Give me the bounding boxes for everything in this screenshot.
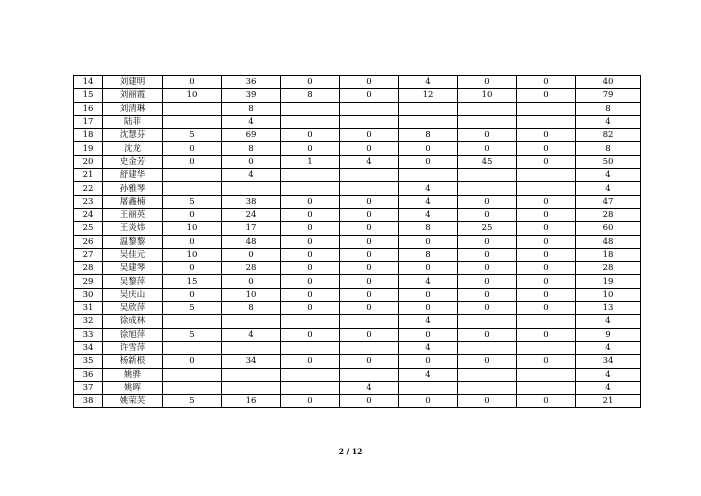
person-name: 吴黎萍 bbox=[103, 275, 163, 288]
score-cell bbox=[340, 315, 399, 328]
score-cell bbox=[222, 368, 281, 381]
table-row bbox=[74, 169, 641, 182]
score-cell bbox=[222, 381, 281, 394]
table-row bbox=[74, 142, 641, 155]
score-cell: 4 bbox=[399, 315, 458, 328]
person-name: 许雪萍 bbox=[103, 341, 163, 354]
person-name: 杨新根 bbox=[103, 355, 163, 368]
score-cell: 4 bbox=[340, 381, 399, 394]
row-number: 28 bbox=[74, 262, 103, 275]
row-number: 17 bbox=[74, 115, 103, 128]
score-cell bbox=[281, 341, 340, 354]
score-cell: 0 bbox=[517, 129, 576, 142]
person-name: 史金芳 bbox=[103, 155, 163, 168]
row-number: 32 bbox=[74, 315, 103, 328]
score-cell: 0 bbox=[163, 155, 222, 168]
person-name: 温黎黎 bbox=[103, 235, 163, 248]
score-cell: 0 bbox=[517, 235, 576, 248]
score-cell: 8 bbox=[399, 222, 458, 235]
score-cell: 0 bbox=[458, 288, 517, 301]
table-row bbox=[74, 275, 641, 288]
total-cell: 40 bbox=[576, 76, 641, 89]
table-row bbox=[74, 248, 641, 261]
score-cell: 8 bbox=[222, 302, 281, 315]
score-cell: 0 bbox=[399, 302, 458, 315]
score-cell: 0 bbox=[340, 142, 399, 155]
score-cell bbox=[517, 368, 576, 381]
score-cell: 0 bbox=[517, 155, 576, 168]
score-cell: 0 bbox=[458, 248, 517, 261]
score-cell: 28 bbox=[222, 262, 281, 275]
score-cell: 0 bbox=[399, 395, 458, 408]
score-cell: 0 bbox=[517, 76, 576, 89]
person-name: 徐成林 bbox=[103, 315, 163, 328]
score-cell: 16 bbox=[222, 395, 281, 408]
score-cell bbox=[458, 368, 517, 381]
person-name: 刘清琳 bbox=[103, 102, 163, 115]
row-number: 24 bbox=[74, 208, 103, 221]
score-cell: 0 bbox=[163, 288, 222, 301]
total-cell: 13 bbox=[576, 302, 641, 315]
table-row bbox=[74, 315, 641, 328]
person-name: 陆菲 bbox=[103, 115, 163, 128]
score-cell: 0 bbox=[281, 142, 340, 155]
score-cell bbox=[222, 182, 281, 195]
row-number: 35 bbox=[74, 355, 103, 368]
score-cell: 8 bbox=[399, 248, 458, 261]
total-cell: 60 bbox=[576, 222, 641, 235]
score-cell: 0 bbox=[340, 395, 399, 408]
score-cell: 4 bbox=[399, 208, 458, 221]
score-cell: 0 bbox=[281, 355, 340, 368]
row-number: 26 bbox=[74, 235, 103, 248]
score-cell bbox=[517, 315, 576, 328]
person-name: 王炎炜 bbox=[103, 222, 163, 235]
score-cell: 0 bbox=[281, 288, 340, 301]
row-number: 25 bbox=[74, 222, 103, 235]
row-number: 22 bbox=[74, 182, 103, 195]
score-cell: 0 bbox=[281, 248, 340, 261]
row-number: 31 bbox=[74, 302, 103, 315]
score-cell: 0 bbox=[458, 355, 517, 368]
score-cell: 38 bbox=[222, 195, 281, 208]
total-cell: 50 bbox=[576, 155, 641, 168]
total-cell: 82 bbox=[576, 129, 641, 142]
score-cell bbox=[340, 341, 399, 354]
score-cell: 0 bbox=[517, 195, 576, 208]
score-cell: 0 bbox=[281, 235, 340, 248]
score-cell: 0 bbox=[458, 195, 517, 208]
score-cell: 48 bbox=[222, 235, 281, 248]
score-cell: 0 bbox=[340, 328, 399, 341]
score-cell: 4 bbox=[222, 169, 281, 182]
score-cell: 0 bbox=[281, 302, 340, 315]
table-row bbox=[74, 182, 641, 195]
total-cell: 10 bbox=[576, 288, 641, 301]
person-name: 舒建华 bbox=[103, 169, 163, 182]
score-table bbox=[73, 75, 641, 408]
score-cell: 24 bbox=[222, 208, 281, 221]
row-number: 18 bbox=[74, 129, 103, 142]
score-cell: 0 bbox=[340, 222, 399, 235]
score-cell bbox=[163, 102, 222, 115]
score-cell: 0 bbox=[517, 395, 576, 408]
person-name: 刘丽霞 bbox=[103, 89, 163, 102]
score-cell: 0 bbox=[399, 262, 458, 275]
score-cell bbox=[458, 315, 517, 328]
score-cell bbox=[163, 381, 222, 394]
score-cell: 0 bbox=[163, 76, 222, 89]
score-cell: 10 bbox=[163, 222, 222, 235]
score-cell: 0 bbox=[458, 129, 517, 142]
score-cell bbox=[517, 341, 576, 354]
total-cell: 9 bbox=[576, 328, 641, 341]
score-cell: 17 bbox=[222, 222, 281, 235]
score-cell: 0 bbox=[340, 76, 399, 89]
person-name: 吴庆山 bbox=[103, 288, 163, 301]
total-cell: 28 bbox=[576, 262, 641, 275]
score-cell: 4 bbox=[399, 275, 458, 288]
score-cell: 0 bbox=[340, 195, 399, 208]
score-cell: 0 bbox=[399, 355, 458, 368]
table-row bbox=[74, 381, 641, 394]
score-cell: 4 bbox=[340, 155, 399, 168]
total-cell: 48 bbox=[576, 235, 641, 248]
score-cell bbox=[458, 169, 517, 182]
row-number: 14 bbox=[74, 76, 103, 89]
score-cell bbox=[458, 182, 517, 195]
table-row bbox=[74, 395, 641, 408]
score-cell bbox=[163, 341, 222, 354]
score-cell: 0 bbox=[281, 395, 340, 408]
score-cell: 0 bbox=[517, 355, 576, 368]
row-number: 36 bbox=[74, 368, 103, 381]
score-cell: 15 bbox=[163, 275, 222, 288]
score-cell: 25 bbox=[458, 222, 517, 235]
score-cell: 4 bbox=[399, 341, 458, 354]
row-number: 23 bbox=[74, 195, 103, 208]
person-name: 刘建明 bbox=[103, 76, 163, 89]
score-cell: 0 bbox=[399, 142, 458, 155]
score-cell bbox=[458, 341, 517, 354]
score-cell: 1 bbox=[281, 155, 340, 168]
score-cell: 10 bbox=[163, 89, 222, 102]
score-cell: 0 bbox=[222, 275, 281, 288]
table-row bbox=[74, 235, 641, 248]
score-cell: 0 bbox=[163, 355, 222, 368]
score-cell: 8 bbox=[399, 129, 458, 142]
score-cell: 0 bbox=[517, 275, 576, 288]
row-number: 21 bbox=[74, 169, 103, 182]
table-row bbox=[74, 328, 641, 341]
score-cell: 0 bbox=[399, 155, 458, 168]
score-cell bbox=[163, 115, 222, 128]
score-cell: 0 bbox=[281, 76, 340, 89]
score-cell: 4 bbox=[222, 115, 281, 128]
table-row bbox=[74, 208, 641, 221]
score-cell: 8 bbox=[222, 102, 281, 115]
table-row bbox=[74, 129, 641, 142]
total-cell: 28 bbox=[576, 208, 641, 221]
score-cell: 0 bbox=[340, 89, 399, 102]
total-cell: 4 bbox=[576, 368, 641, 381]
score-cell: 0 bbox=[281, 195, 340, 208]
score-cell: 34 bbox=[222, 355, 281, 368]
score-cell bbox=[340, 182, 399, 195]
score-cell: 0 bbox=[517, 142, 576, 155]
score-cell bbox=[517, 115, 576, 128]
table-row bbox=[74, 102, 641, 115]
score-cell: 0 bbox=[163, 208, 222, 221]
score-cell: 0 bbox=[458, 208, 517, 221]
table-row bbox=[74, 115, 641, 128]
score-cell: 0 bbox=[340, 288, 399, 301]
score-cell: 0 bbox=[163, 142, 222, 155]
score-table-body bbox=[74, 76, 641, 408]
total-cell: 4 bbox=[576, 169, 641, 182]
score-cell bbox=[222, 341, 281, 354]
score-cell: 0 bbox=[222, 155, 281, 168]
score-cell: 0 bbox=[399, 235, 458, 248]
person-name: 沈慧芬 bbox=[103, 129, 163, 142]
score-cell bbox=[399, 169, 458, 182]
score-cell bbox=[281, 102, 340, 115]
score-cell: 36 bbox=[222, 76, 281, 89]
score-cell: 10 bbox=[222, 288, 281, 301]
score-cell bbox=[281, 182, 340, 195]
person-name: 姚荣芙 bbox=[103, 395, 163, 408]
score-cell bbox=[458, 115, 517, 128]
score-cell: 39 bbox=[222, 89, 281, 102]
total-cell: 4 bbox=[576, 182, 641, 195]
score-cell: 5 bbox=[163, 328, 222, 341]
score-cell bbox=[281, 169, 340, 182]
score-cell: 0 bbox=[340, 262, 399, 275]
score-cell: 4 bbox=[399, 195, 458, 208]
row-number: 27 bbox=[74, 248, 103, 261]
score-cell: 0 bbox=[458, 275, 517, 288]
person-name: 姚晖 bbox=[103, 381, 163, 394]
score-cell: 0 bbox=[281, 222, 340, 235]
score-cell: 0 bbox=[517, 262, 576, 275]
person-name: 吴佳元 bbox=[103, 248, 163, 261]
score-cell: 0 bbox=[458, 262, 517, 275]
score-cell: 0 bbox=[163, 235, 222, 248]
score-cell: 0 bbox=[458, 395, 517, 408]
total-cell: 8 bbox=[576, 142, 641, 155]
score-cell: 0 bbox=[458, 328, 517, 341]
score-cell: 4 bbox=[399, 76, 458, 89]
score-cell: 0 bbox=[340, 302, 399, 315]
score-cell bbox=[281, 315, 340, 328]
score-cell: 0 bbox=[340, 129, 399, 142]
total-cell: 4 bbox=[576, 341, 641, 354]
total-cell: 4 bbox=[576, 315, 641, 328]
total-cell: 47 bbox=[576, 195, 641, 208]
score-cell: 0 bbox=[517, 328, 576, 341]
person-name: 沈龙 bbox=[103, 142, 163, 155]
score-cell bbox=[340, 115, 399, 128]
score-cell bbox=[517, 102, 576, 115]
score-cell: 0 bbox=[517, 222, 576, 235]
score-cell: 0 bbox=[517, 248, 576, 261]
row-number: 38 bbox=[74, 395, 103, 408]
score-cell: 0 bbox=[399, 328, 458, 341]
row-number: 37 bbox=[74, 381, 103, 394]
score-cell: 69 bbox=[222, 129, 281, 142]
score-cell bbox=[163, 182, 222, 195]
table-row bbox=[74, 368, 641, 381]
score-cell: 0 bbox=[517, 89, 576, 102]
score-cell: 0 bbox=[458, 142, 517, 155]
table-row bbox=[74, 288, 641, 301]
score-cell: 0 bbox=[340, 235, 399, 248]
table-row bbox=[74, 302, 641, 315]
score-cell bbox=[340, 368, 399, 381]
score-cell bbox=[340, 102, 399, 115]
score-cell: 10 bbox=[458, 89, 517, 102]
table-row bbox=[74, 222, 641, 235]
score-cell: 0 bbox=[281, 275, 340, 288]
row-number: 20 bbox=[74, 155, 103, 168]
table-row bbox=[74, 195, 641, 208]
table-row bbox=[74, 355, 641, 368]
score-cell bbox=[517, 182, 576, 195]
score-cell: 0 bbox=[281, 129, 340, 142]
row-number: 15 bbox=[74, 89, 103, 102]
score-cell bbox=[399, 115, 458, 128]
score-cell: 5 bbox=[163, 129, 222, 142]
table-row bbox=[74, 76, 641, 89]
score-cell: 0 bbox=[340, 208, 399, 221]
person-name: 吴欣萍 bbox=[103, 302, 163, 315]
row-number: 16 bbox=[74, 102, 103, 115]
score-cell: 0 bbox=[458, 235, 517, 248]
total-cell: 79 bbox=[576, 89, 641, 102]
row-number: 33 bbox=[74, 328, 103, 341]
table-row bbox=[74, 155, 641, 168]
score-cell: 4 bbox=[222, 328, 281, 341]
score-cell: 5 bbox=[163, 302, 222, 315]
row-number: 29 bbox=[74, 275, 103, 288]
total-cell: 18 bbox=[576, 248, 641, 261]
total-cell: 19 bbox=[576, 275, 641, 288]
total-cell: 21 bbox=[576, 395, 641, 408]
score-cell: 0 bbox=[281, 208, 340, 221]
score-cell: 12 bbox=[399, 89, 458, 102]
score-cell: 0 bbox=[517, 208, 576, 221]
score-cell bbox=[399, 381, 458, 394]
person-name: 徐旭萍 bbox=[103, 328, 163, 341]
score-cell: 0 bbox=[163, 262, 222, 275]
score-cell bbox=[163, 368, 222, 381]
score-cell: 45 bbox=[458, 155, 517, 168]
score-cell: 0 bbox=[340, 275, 399, 288]
table-row bbox=[74, 341, 641, 354]
score-cell bbox=[399, 102, 458, 115]
score-cell bbox=[340, 169, 399, 182]
row-number: 34 bbox=[74, 341, 103, 354]
score-cell: 0 bbox=[399, 288, 458, 301]
score-cell: 0 bbox=[281, 328, 340, 341]
score-cell: 4 bbox=[399, 182, 458, 195]
person-name: 屠鑫楠 bbox=[103, 195, 163, 208]
score-cell bbox=[163, 169, 222, 182]
score-cell: 0 bbox=[222, 248, 281, 261]
total-cell: 4 bbox=[576, 115, 641, 128]
score-cell bbox=[281, 115, 340, 128]
score-cell: 0 bbox=[458, 76, 517, 89]
score-cell: 0 bbox=[340, 355, 399, 368]
score-cell bbox=[517, 169, 576, 182]
score-cell: 0 bbox=[281, 262, 340, 275]
score-cell: 0 bbox=[340, 248, 399, 261]
score-cell: 0 bbox=[458, 302, 517, 315]
score-cell bbox=[517, 381, 576, 394]
total-cell: 4 bbox=[576, 381, 641, 394]
row-number: 30 bbox=[74, 288, 103, 301]
score-cell bbox=[458, 102, 517, 115]
person-name: 孙雅琴 bbox=[103, 182, 163, 195]
score-cell: 8 bbox=[281, 89, 340, 102]
person-name: 姚骅 bbox=[103, 368, 163, 381]
score-cell bbox=[458, 381, 517, 394]
score-cell: 10 bbox=[163, 248, 222, 261]
score-cell: 8 bbox=[222, 142, 281, 155]
score-cell bbox=[281, 381, 340, 394]
score-cell: 5 bbox=[163, 395, 222, 408]
row-number: 19 bbox=[74, 142, 103, 155]
person-name: 王丽英 bbox=[103, 208, 163, 221]
person-name: 吴建琴 bbox=[103, 262, 163, 275]
score-cell bbox=[281, 368, 340, 381]
score-cell bbox=[163, 315, 222, 328]
page-number: 2 / 12 bbox=[338, 447, 363, 456]
table-row bbox=[74, 89, 641, 102]
total-cell: 34 bbox=[576, 355, 641, 368]
score-cell: 0 bbox=[517, 302, 576, 315]
score-cell: 5 bbox=[163, 195, 222, 208]
total-cell: 8 bbox=[576, 102, 641, 115]
table-row bbox=[74, 262, 641, 275]
score-cell: 0 bbox=[517, 288, 576, 301]
score-cell: 4 bbox=[399, 368, 458, 381]
score-cell bbox=[222, 315, 281, 328]
